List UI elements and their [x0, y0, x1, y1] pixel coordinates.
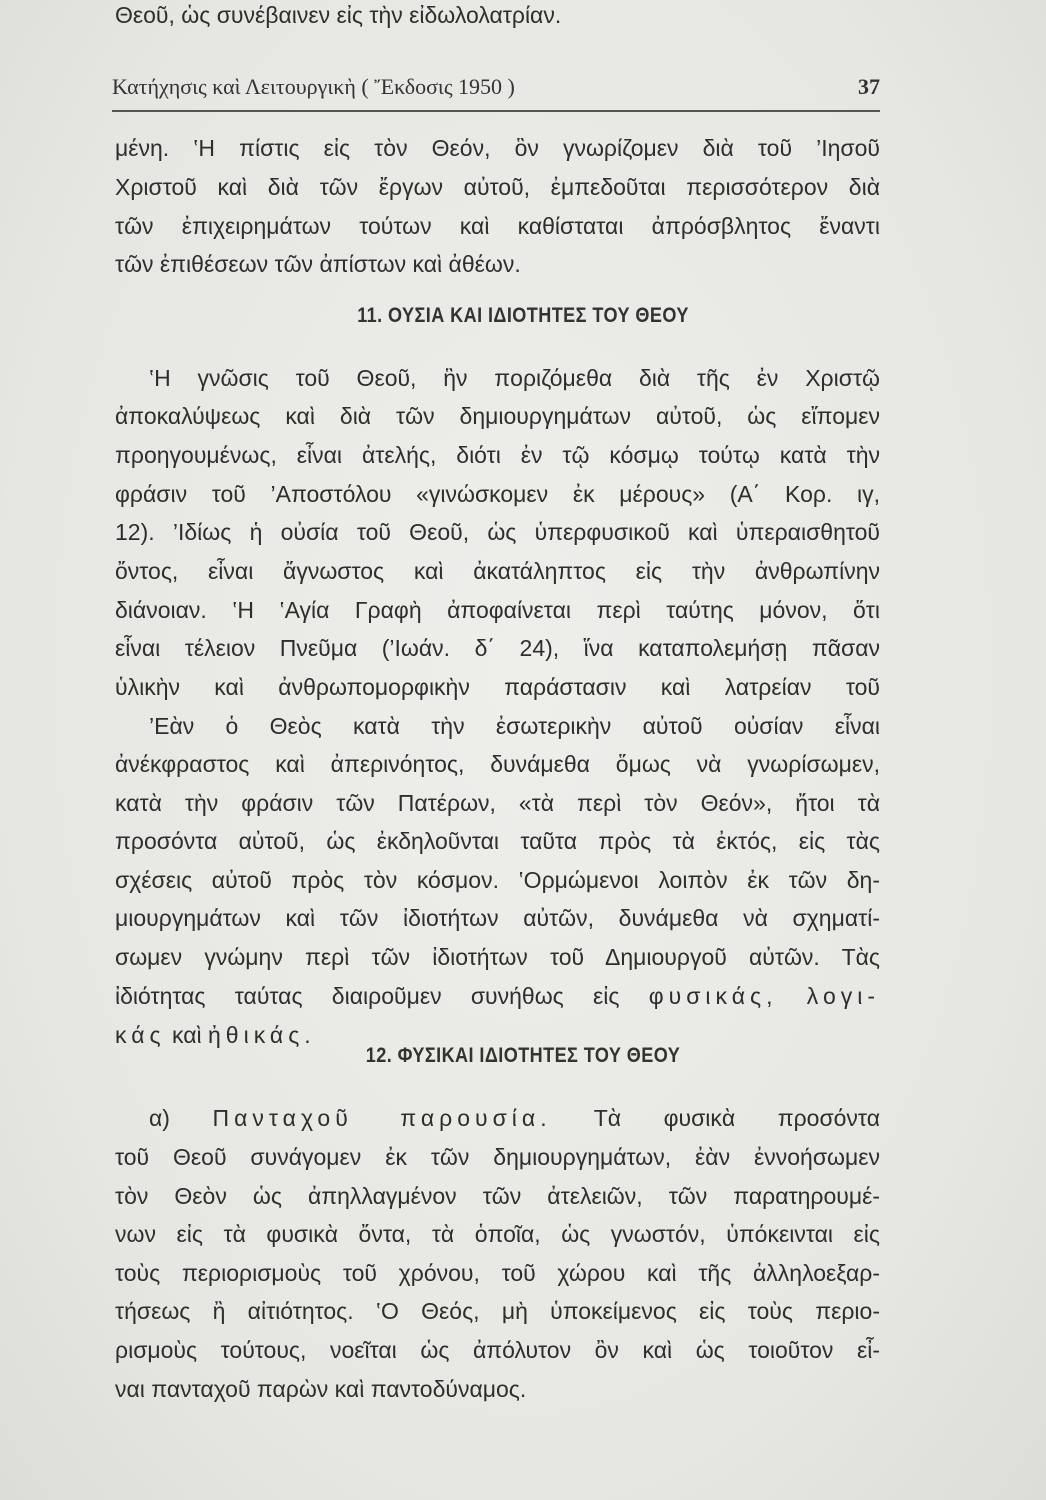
text-segment: τοῦ Θεοῦ συνάγομεν ἐκ τῶν δημιουργημάτων, ἐὰν ἐννοήσωμεν	[115, 1144, 880, 1170]
text-line	[115, 711, 880, 741]
emphasized-text: Πανταχοῦ παρουσία.	[212, 1105, 552, 1131]
text-segment: καὶ	[165, 1022, 209, 1048]
emphasized-text: κάς	[115, 1022, 166, 1048]
text-line	[115, 1296, 880, 1326]
emphasized-text: λογι-	[806, 983, 881, 1009]
text-line	[115, 401, 880, 431]
text-line	[115, 249, 880, 279]
text-segment: ‛Η γνῶσις τοῦ Θεοῦ, ἣν πoριζόμεθα διὰ τῆς ἐν Χριστῷ	[149, 365, 880, 391]
text-segment: ὑλικὴν καὶ ἀνθρωπομορφικὴν παράστασιν καὶ λατρείαν τοῦ	[115, 674, 880, 700]
text-segment: ρισμοὺς τούτους, νοεῖται ὡς ἀπόλυτον ὂν καὶ ὡς τοιοῦτον εἶ-	[115, 1337, 880, 1363]
emphasized-text: ἠθικάς.	[208, 1022, 316, 1048]
text-segment: Χριστοῦ καὶ διὰ τῶν ἔργων αὐτοῦ, ἐμπεδοῦται περισσότερον διὰ	[115, 174, 880, 200]
text-segment: προηγουμένως, εἶναι ἀτελής, διότι ἐν τῷ κόσμῳ τούτῳ κατὰ τὴν	[115, 442, 880, 468]
text-segment: τοὺς περιορισμοὺς τοῦ χρόνου, τοῦ χώρου καὶ τῆς ἀλληλοεξαρ-	[115, 1260, 880, 1286]
text-segment: σχέσεις αὐτοῦ πρὸς τὸν κόσμον. ‛Ορμώμενοι λοιπὸν ἐκ τῶν δη-	[115, 867, 880, 893]
text-segment: ναι πανταχοῦ παρὼν καὶ παντοδύναμος.	[115, 1376, 527, 1402]
text-segment: τῶν ἐπιθέσεων τῶν ἀπίστων καὶ ἀθέων.	[115, 251, 521, 277]
text-line	[115, 1258, 880, 1288]
text-line	[115, 672, 880, 702]
text-line	[115, 865, 880, 895]
text-segment: ἀποκαλύψεως καὶ διὰ τῶν δημιουργημάτων αὐτοῦ, ὡς εἴπομεν	[115, 403, 880, 429]
text-segment: εἶναι τέλειον Πνεῦμα (’Ιωάν. δ΄ 24), ἵνα καταπολεμήσῃ πᾶσαν	[115, 635, 880, 661]
text-line	[115, 1335, 880, 1365]
text-segment: διάνοιαν. ‛Η ‛Αγία Γραφὴ ἀποφαίνεται περὶ ταύτης μόνον, ὅτι	[115, 597, 880, 623]
text-segment: τήσεως ἢ αἰτιότητος. ‛Ο Θεός, μὴ ὑποκείμενος εἰς τοὺς περιο-	[115, 1298, 880, 1324]
book-title: Κατήχησις καὶ Λειτουργικὴ ( Ἔκδοσις 1950 )	[112, 74, 515, 99]
text-line	[115, 981, 880, 1011]
section-heading: 12. ΦΥΣΙΚΑΙ ΙΔΙΟΤΗΤΕΣ ΤΟΥ ΘΕΟΥ	[365, 1044, 681, 1067]
text-segment: φράσιν τοῦ ’Αποστόλου «γινώσκομεν ἐκ μέρους» (Α΄ Κορ. ιγ,	[115, 481, 880, 507]
page-number: 37	[858, 74, 880, 99]
emphasized-text: φυσικάς,	[648, 983, 778, 1009]
text-segment: ἀνέκφραστος καὶ ἀπερινόητος, δυνάμεθα ὅμως νὰ γνωρίσωμεν,	[115, 751, 880, 777]
text-line	[115, 172, 880, 202]
text-segment: σωμεν γνώμην περὶ τῶν ἰδιοτήτων τοῦ Δημιουργοῦ αὐτῶν. Τὰς	[115, 944, 880, 970]
header-rule	[112, 110, 880, 112]
text-line	[115, 211, 880, 241]
text-segment: τὸν Θεὸν ὡς ἀπηλλαγμένον τῶν ἀτελειῶν, τῶν παρατηρουμέ-	[115, 1183, 880, 1209]
text-segment: μιουργημάτων καὶ τῶν ἰδιοτήτων αὐτῶν, δυνάμεθα νὰ σχηματί-	[115, 905, 880, 931]
text-segment: ’Εὰν ὁ Θεὸς κατὰ τὴν ἐσωτερικὴν αὐτοῦ οὐσίαν εἶναι	[149, 713, 880, 739]
text-line	[115, 479, 880, 509]
text-segment	[778, 983, 807, 1009]
text-segment: τῶν ἐπιχειρημάτων τούτων καὶ καθίσταται ἀπρόσβλητος ἔναντι	[115, 213, 880, 239]
text-line	[115, 556, 880, 586]
text-segment: 12). ’Ιδίως ἡ οὐσία τοῦ Θεοῦ, ὡς ὑπερφυσικοῦ καὶ ὑπεραισθητοῦ	[115, 519, 880, 545]
text-line	[115, 1219, 880, 1249]
text-segment: Θεοῦ, ὡς συνέβαινεν εἰς τὴν εἰδωλολατρίαν.	[115, 2, 562, 28]
text-line	[115, 363, 880, 393]
text-segment: ἰδιότητας ταύτας διαιροῦμεν συνήθως εἰς	[115, 983, 649, 1009]
text-line	[115, 1142, 880, 1172]
text-line	[115, 1103, 880, 1133]
text-line	[115, 517, 880, 547]
text-line	[115, 595, 880, 625]
text-segment: α)	[149, 1105, 213, 1131]
text-line	[115, 788, 880, 818]
text-line	[115, 903, 880, 933]
text-line	[115, 1374, 880, 1404]
text-segment: προσόντα αὐτοῦ, ὡς ἐκδηλοῦνται ταῦτα πρὸς τὰ ἐκτός, εἰς τὰς	[115, 828, 880, 854]
text-line	[115, 942, 880, 972]
text-line	[115, 633, 880, 663]
text-line	[115, 0, 880, 30]
text-segment: Τὰ φυσικὰ προσόντα	[551, 1105, 880, 1131]
text-line	[115, 826, 880, 856]
text-segment: ὄντος, εἶναι ἄγνωστος καὶ ἀκατάληπτος εἰς τὴν ἀνθρωπίνην	[115, 558, 880, 584]
section-heading: 11. ΟΥΣΙΑ ΚΑΙ ΙΔΙΟΤΗΤΕΣ ΤΟΥ ΘΕΟΥ	[357, 304, 689, 327]
text-line	[115, 133, 880, 163]
text-line	[115, 440, 880, 470]
text-line	[115, 1181, 880, 1211]
text-segment: κατὰ τὴν φράσιν τῶν Πατέρων, «τὰ περὶ τὸν Θεόν», ἤτοι τὰ	[115, 790, 880, 816]
text-segment: νων εἰς τὰ φυσικὰ ὄντα, τὰ ὁποῖα, ὡς γνωστόν, ὑπόκεινται εἰς	[115, 1221, 880, 1247]
text-segment: μένη. ‛Η πίστις εἰς τὸν Θεόν, ὃν γνωρίζομεν διὰ τοῦ ’Ιησοῦ	[115, 135, 880, 161]
running-header	[112, 74, 880, 104]
text-line	[115, 749, 880, 779]
